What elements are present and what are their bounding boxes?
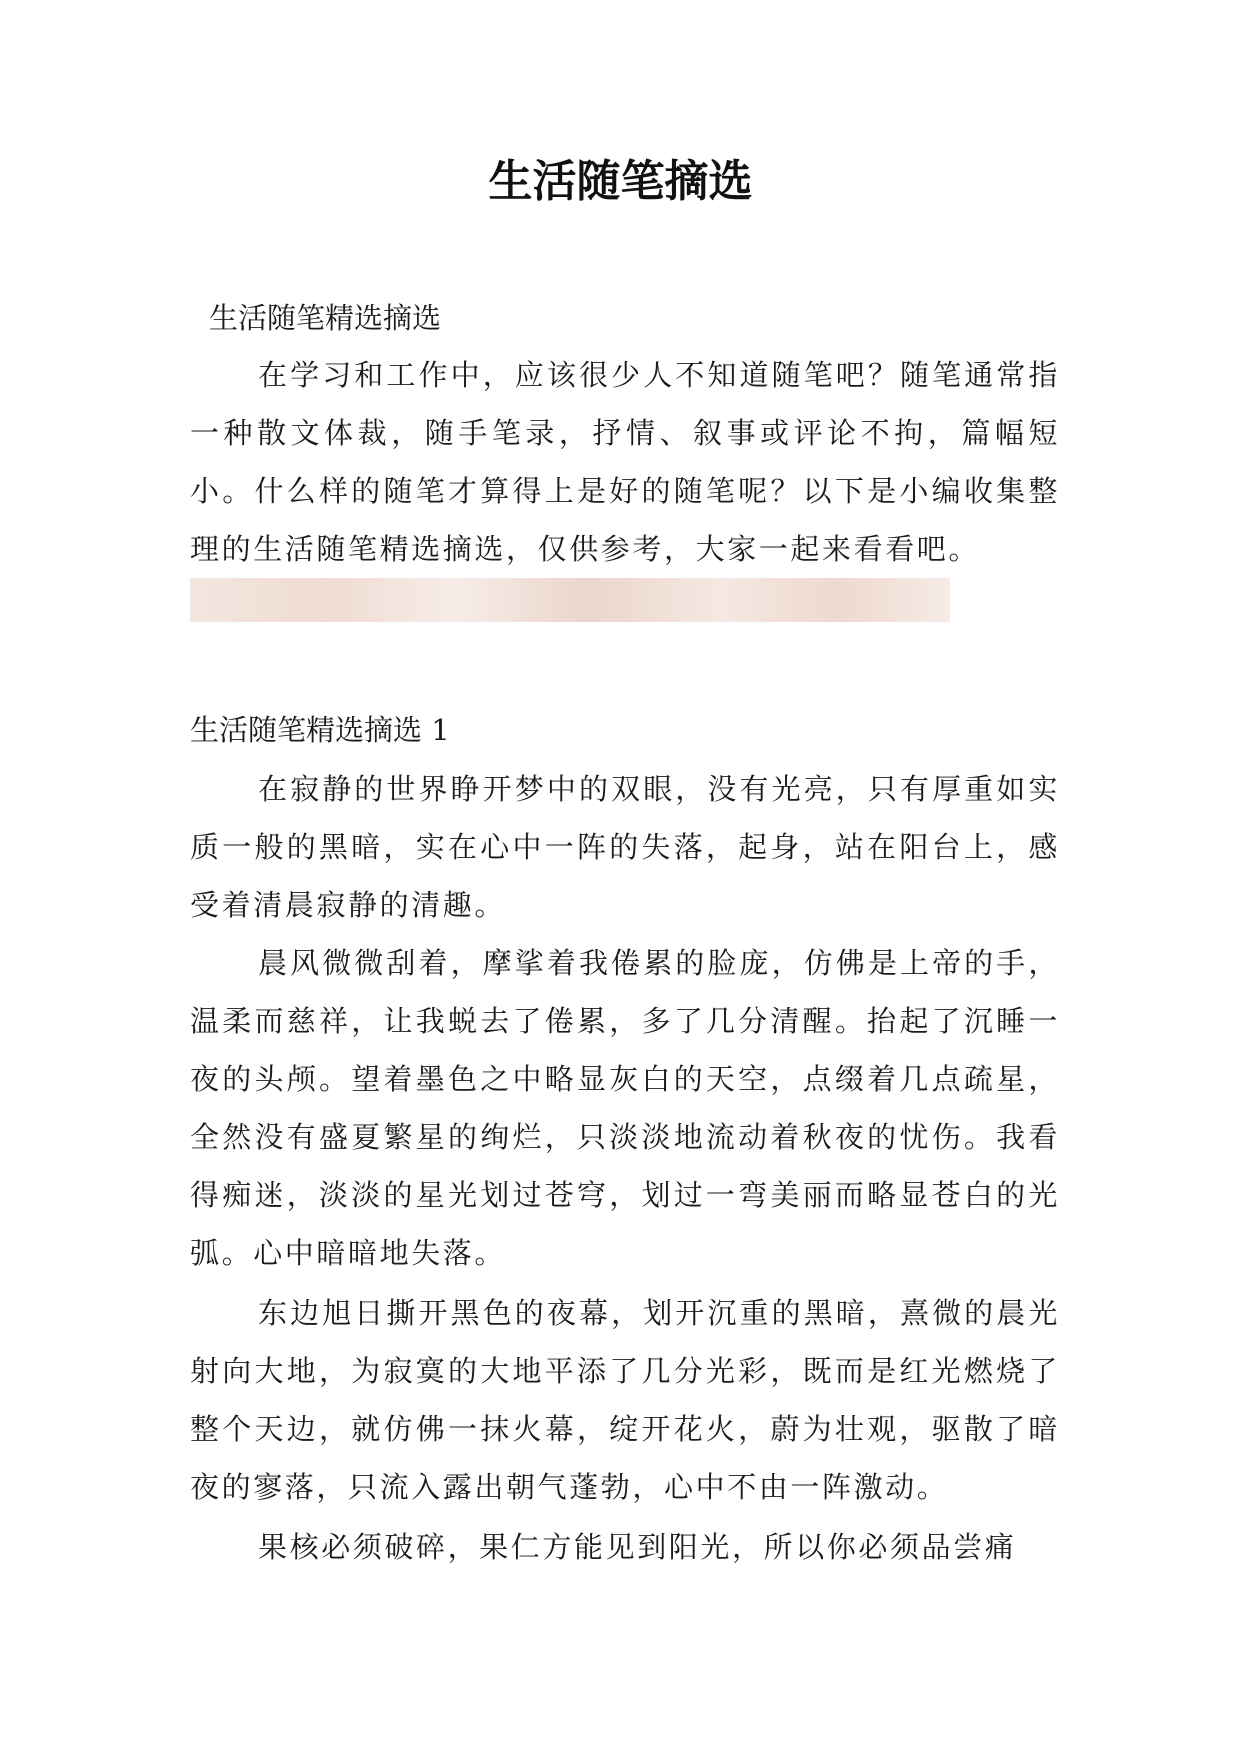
- section-title: 生活随笔精选摘选 1: [190, 713, 450, 747]
- document-title: 生活随笔摘选: [488, 156, 753, 207]
- document-subtitle: 生活随笔精选摘选: [209, 301, 442, 335]
- body-paragraph: 在寂静的世界睁开梦中的双眼，没有光亮，只有厚重如实质一般的黑暗，实在心中一阵的失落，起身，站在阳台上，感受着清晨寂静的清趣。: [190, 772, 1060, 922]
- body-paragraph: 果核必须破碎，果仁方能见到阳光，所以你必须品尝痛: [258, 1530, 1017, 1564]
- body-paragraph: 东边旭日撕开黑色的夜幕，划开沉重的黑暗，熹微的晨光射向大地，为寂寞的大地平添了几分光彩，既而是红光燃烧了整个天边，就仿佛一抹火幕，绽开花火，蔚为壮观，驱散了暗夜的寥落，只流入露出朝气蓬勃，心中不由一阵激动。: [190, 1296, 1060, 1504]
- intro-paragraph: 在学习和工作中，应该很少人不知道随笔吧？随笔通常指一种散文体裁，随手笔录，抒情、叙事或评论不拘，篇幅短小。什么样的随笔才算得上是好的随笔呢？以下是小编收集整理的生活随笔精选摘选，仅供参考，大家一起来看看吧。: [190, 358, 1060, 566]
- decorative-banner-image: [190, 578, 950, 622]
- body-paragraph: 晨风微微刮着，摩挲着我倦累的脸庞，仿佛是上帝的手，温柔而慈祥，让我蜕去了倦累，多了几分清醒。抬起了沉睡一夜的头颅。望着墨色之中略显灰白的天空，点缀着几点疏星，全然没有盛夏繁星的绚烂，只淡淡地流动着秋夜的忧伤。我看得痴迷，淡淡的星光划过苍穹，划过一弯美丽而略显苍白的光弧。心中暗暗地失落。: [190, 946, 1060, 1270]
